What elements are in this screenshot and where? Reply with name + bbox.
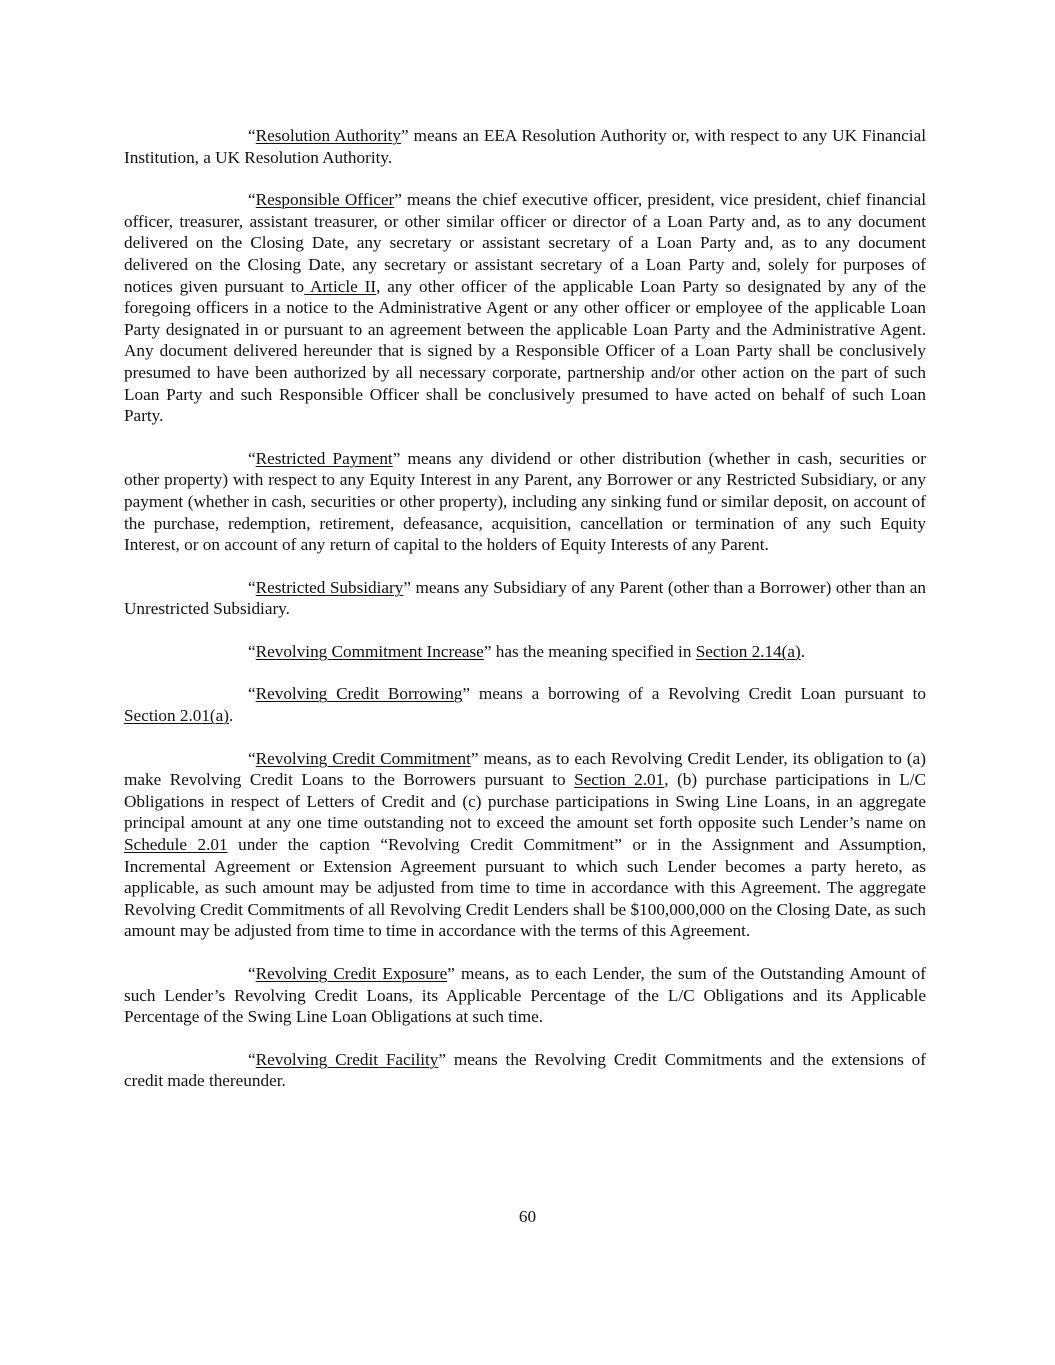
cross-reference: Section 2.01(a) <box>124 706 230 726</box>
definition-revolving-credit-borrowing <box>124 683 926 726</box>
definition-text: ” means an EEA Resolution Authority or, with respect to any UK Financial Institution, a UK Resolution Authority. <box>124 126 926 167</box>
defined-term: Restricted Payment <box>255 448 393 468</box>
definition-text: . <box>800 641 806 661</box>
definition-restricted-payment <box>124 448 926 556</box>
definition-text: , (b) purchase participations in L/C Obligations in respect of Letters of Credit and (c) purchase participations in Swing Line Loans, in an aggregate principal amount at any one time outstanding not to exceed the amount set forth opposite such Lender’s name on <box>124 770 926 833</box>
definition-restricted-subsidiary <box>124 577 926 620</box>
definition-text: . <box>229 706 234 726</box>
cross-reference: Section 2.01 <box>574 770 665 790</box>
defined-term: Revolving Commitment Increase <box>255 641 484 661</box>
open-quote: “ <box>248 126 256 145</box>
open-quote: “ <box>248 190 256 210</box>
open-quote: “ <box>248 964 256 983</box>
definition-text: under the caption “Revolving Credit Commitment” or in the Assignment and Assumption, Incremental Agreement or Extension Agreement pursuant to which such Lender becomes a party hereto, as applicable, as such amount may be adjusted from time to time in accordance with this Agreement. The aggregate Revolving Credit Commitments of all Revolving Credit Lenders shall be $100,000,000 on the Closing Date, as such amount may be adjusted from time to time in accordance with the terms of this Agreement. <box>124 835 926 941</box>
definition-revolving-commitment-increase <box>124 641 926 663</box>
definition-text: ” means the Revolving Credit Commitments and the extensions of credit made thereunder. <box>124 1049 926 1091</box>
definition-revolving-credit-facility <box>124 1049 926 1092</box>
open-quote: “ <box>248 577 256 597</box>
definition-text: ” means, as to each Revolving Credit Lender, its obligation to (a) make Revolving Credit Loans to the Borrowers pursuant to <box>124 748 926 790</box>
open-quote: “ <box>248 448 256 468</box>
cross-reference: Schedule 2.01 <box>124 835 228 855</box>
document-page <box>124 125 926 1113</box>
cross-reference: Article II <box>304 276 377 296</box>
definition-text: ” means any Subsidiary of any Parent (other than a Borrower) other than an Unrestricted Subsidiary. <box>124 577 926 619</box>
definition-text: ” means any dividend or other distribution (whether in cash, securities or other property) with respect to any Equity Interest in any Parent, any Borrower or any Restricted Subsidiary, or any payment (whether in cash, securities or other property), including any sinking fund or similar deposit, on account of the purchase, redemption, retirement, defeasance, acquisition, cancellation or termination of any such Equity Interest, or on account of any return of capital to the holders of Equity Interests of any Parent. <box>124 448 926 555</box>
definition-resolution-authority <box>124 125 926 168</box>
defined-term: Responsible Officer <box>255 190 395 210</box>
cross-reference: Section 2.14(a) <box>695 641 801 661</box>
open-quote: “ <box>248 1049 256 1069</box>
defined-term: Revolving Credit Facility <box>255 1049 439 1069</box>
open-quote: “ <box>248 684 256 704</box>
defined-term: Resolution Authority <box>255 126 402 145</box>
definition-text: ” means the chief executive officer, president, vice president, chief financial officer, treasurer, assistant treasurer, or other similar officer or director of a Loan Party and, as to any document delivered on the Closing Date, any secretary or assistant secretary of a Loan Party and, as to any document delivered on the Closing Date, any secretary or assistant secretary of a Loan Party and, solely for purposes of notices given pursuant to <box>124 190 926 296</box>
defined-term: Revolving Credit Borrowing <box>255 684 463 704</box>
open-quote: “ <box>248 641 256 661</box>
definition-text: , any other officer of the applicable Loan Party so designated by any of the foregoing officers in a notice to the Administrative Agent or any other officer or employee of the applicable Loan Party designated in or pursuant to an agreement between the applicable Loan Party and the Administrative Agent. Any document delivered hereunder that is signed by a Responsible Officer of a Loan Party shall be conclusively presumed to have been authorized by all necessary corporate, partnership and/or other action on the part of such Loan Party and such Responsible Officer shall be conclusively presumed to have acted on behalf of such Loan Party. <box>124 276 927 426</box>
page-number: 60 <box>518 1207 537 1226</box>
definition-revolving-credit-exposure <box>124 963 926 1028</box>
definition-revolving-credit-commitment <box>124 748 926 942</box>
defined-term: Restricted Subsidiary <box>255 577 404 597</box>
definition-responsible-officer <box>124 189 926 427</box>
defined-term: Revolving Credit Commitment <box>255 748 471 768</box>
definition-text: ” means a borrowing of a Revolving Credit Loan pursuant to <box>462 684 927 704</box>
defined-term: Revolving Credit Exposure <box>255 964 448 983</box>
open-quote: “ <box>248 748 256 768</box>
definition-text: ” has the meaning specified in <box>483 641 696 661</box>
definition-text: ” means, as to each Lender, the sum of the Outstanding Amount of such Lender’s Revolving Credit Loans, its Applicable Percentage of the L/C Obligations and its Applicable Percentage of the Swing Line Loan Obligations at such time. <box>124 964 926 1027</box>
